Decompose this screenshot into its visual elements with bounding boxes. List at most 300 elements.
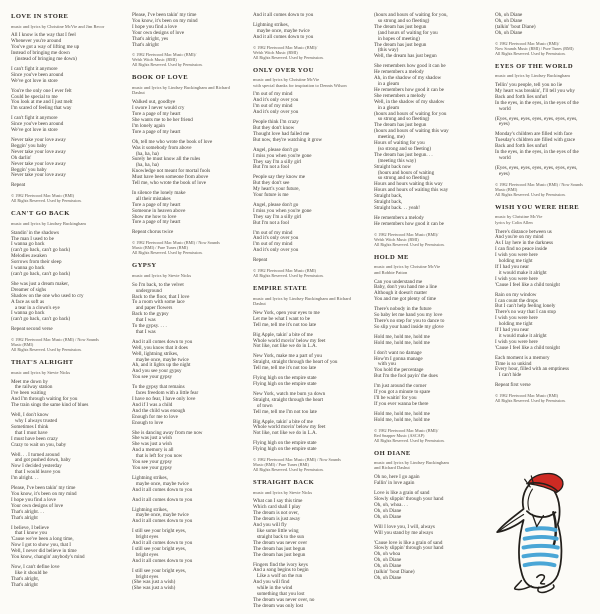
lyric-line: Lightning strikes, bbox=[253, 21, 289, 28]
copyright-line: Red Snapper Music (ASCAP) bbox=[374, 432, 425, 438]
song-title: ONLY OVER YOU bbox=[253, 66, 314, 74]
lyric-line: (hours and hours of waiting bbox=[374, 169, 435, 176]
lyric-line: Repeat chorus twice bbox=[132, 229, 174, 236]
lyric-line: You know, it's been on my mind bbox=[132, 17, 198, 24]
lyrics-column bbox=[11, 13, 123, 614]
lyric-line: Enough for me to love bbox=[132, 413, 178, 420]
song-title: THAT'S ALRIGHT bbox=[11, 359, 74, 367]
lyric-line: it would make it alright bbox=[495, 332, 547, 339]
lyric-line: The dream is just away bbox=[253, 516, 301, 523]
copyright-line: © 1982 Fleetwood Mac Music (BMI) / Now Sounds bbox=[11, 337, 99, 343]
lyric-line: 'Cause love is like a grain of sand bbox=[374, 539, 443, 546]
lyric-line: that I was bbox=[132, 328, 156, 335]
lyric-line: 'Cause I feel like a child tonight bbox=[495, 281, 560, 288]
lyric-line: and paper flowers bbox=[132, 305, 173, 312]
lyrics-stanza bbox=[374, 384, 486, 408]
lyric-line: And the child was enough bbox=[132, 407, 186, 414]
lyric-line: And you will fly bbox=[253, 522, 287, 529]
lyrics-stanza bbox=[132, 508, 244, 526]
copyright-notice bbox=[374, 232, 486, 247]
lyric-line: (She was just a wish) bbox=[132, 585, 176, 592]
lyric-line: Never take your love away bbox=[11, 172, 66, 179]
copyright-line: Music (BMI) bbox=[11, 342, 34, 348]
credit-line: music and lyrics by Lindsey Buckingham and Richard bbox=[253, 295, 351, 301]
lyric-line: Meet me down by bbox=[11, 378, 48, 385]
lyric-line: You look at me and I just melt bbox=[11, 99, 73, 106]
lyric-line: Which card shall I play bbox=[253, 504, 301, 511]
lyric-line: Big Apple, takin' a bite of me bbox=[253, 418, 313, 425]
lyrics-stanza bbox=[11, 453, 123, 483]
lyric-line: Standin' in the shadows bbox=[11, 229, 60, 236]
song-title: EYES OF THE WORLD bbox=[495, 62, 574, 70]
lyric-line: Well, you know that it does bbox=[132, 344, 188, 351]
lyric-line: But I'm not a fool bbox=[253, 164, 290, 171]
lyrics-stanza bbox=[374, 351, 486, 381]
lyric-line: I can count the drops bbox=[495, 297, 538, 304]
copyright-notice bbox=[374, 428, 486, 443]
copyright-notice bbox=[132, 240, 244, 255]
copyright-line: All Rights Reserved. Used by Permission. bbox=[495, 191, 566, 197]
lyric-line: But I can't help feeling lonely bbox=[495, 303, 556, 310]
copyright-line: Music (BMI) bbox=[495, 186, 518, 192]
lyric-line: And you see your gypsy bbox=[132, 368, 182, 375]
credit-line: music and lyrics by Lindsey Buckingham bbox=[495, 73, 570, 79]
penguin-illustration bbox=[489, 466, 589, 596]
lyrics-stanza bbox=[253, 92, 365, 116]
lyric-line: a tear in a clown's eye bbox=[11, 304, 60, 311]
lyric-line: Tuesday's children are filled with grace bbox=[495, 137, 576, 144]
lyrics-stanza bbox=[253, 441, 365, 453]
lyric-line: We've got love in store bbox=[11, 127, 58, 134]
song-credit bbox=[495, 73, 600, 78]
lyric-line: Knowledge not meant for mortal fools bbox=[132, 168, 211, 175]
lyric-line: New York, watch me burn ya down bbox=[253, 390, 326, 397]
copyright-line: Music (BMI) / Pure Tunes (BMI) bbox=[132, 245, 188, 251]
lyric-line: Beggin' you baby bbox=[11, 166, 47, 173]
lyric-line: She was just a wish bbox=[132, 441, 172, 448]
lyrics-stanza bbox=[132, 385, 244, 426]
lyric-line: Tell me, tell me it's not too late bbox=[253, 321, 317, 328]
song-credit bbox=[495, 214, 600, 225]
lyric-line: eyes) bbox=[495, 121, 510, 128]
lyric-line: Someone in heaven above bbox=[132, 207, 186, 214]
lyric-line: Now I decided yesterday bbox=[11, 463, 62, 470]
lyrics-stanza bbox=[253, 392, 365, 416]
song-credit bbox=[374, 264, 486, 275]
lyric-line: Crazy to wait on you, baby bbox=[11, 441, 67, 448]
copyright-line: All Rights Reserved. Used by Permission. bbox=[132, 250, 203, 256]
lyrics-stanza bbox=[253, 175, 365, 199]
lyric-line: so strong and so fleeting) bbox=[374, 175, 430, 182]
lyrics-stanza bbox=[253, 333, 365, 351]
lyric-line: Ah, in the shadow of my shadow bbox=[374, 75, 442, 82]
copyright-line: Welsh Witch Music (BMI) bbox=[253, 49, 298, 55]
lyric-line: maybe once, maybe twice bbox=[132, 512, 189, 519]
lyric-line: I miss you when you're gone bbox=[253, 152, 312, 159]
lyric-line: Surely he must know all the rules bbox=[132, 156, 201, 163]
lyric-line: The dream is not over, bbox=[253, 510, 299, 517]
lyric-line: They say I'm a silly girl bbox=[253, 213, 302, 220]
copyright-line: © 1982 Fleetwood Mac Music (BMI) bbox=[253, 268, 317, 274]
lyric-line: So baby let me hand you my love bbox=[374, 312, 443, 319]
lyric-line: And it's only over you bbox=[253, 97, 299, 104]
credit-line: music and lyrics by Christine McVie bbox=[253, 77, 320, 83]
lyric-line: that I was bbox=[132, 317, 156, 324]
lyric-line: Hours and hours of waiting this way bbox=[374, 187, 449, 194]
lyrics-stanza bbox=[253, 354, 365, 372]
lyric-line: The dream has just begun bbox=[374, 23, 427, 30]
lyric-line: Whole world movin' below my feet bbox=[253, 337, 326, 344]
lyrics-stanza bbox=[253, 13, 365, 19]
lyric-line: world bbox=[495, 155, 511, 161]
beret-icon bbox=[525, 473, 563, 492]
lyric-line: eyes) bbox=[495, 170, 510, 177]
lyrics-stanza bbox=[374, 13, 486, 60]
copyright-line: Welsh Witch Music (BMI) bbox=[374, 236, 419, 242]
lyric-line: I must have been crazy bbox=[11, 435, 58, 442]
lyric-line: Oh, oh Diane bbox=[374, 563, 402, 570]
lyric-line: (can't go back, can't go back) bbox=[11, 316, 71, 323]
lyric-line: He remembers how good it can be bbox=[374, 86, 444, 93]
credit-line: music by Christine McVie bbox=[495, 214, 543, 220]
lyric-line: I'll be waitin' for you bbox=[374, 394, 417, 401]
song-title: WISH YOU WERE HERE bbox=[495, 203, 580, 211]
lyric-line: maybe once, maybe twice bbox=[132, 480, 189, 487]
lyric-line: I can't fight it anymore bbox=[11, 115, 58, 122]
lyric-line: Well, lightning strikes, bbox=[132, 350, 179, 357]
lyric-line: I hope you find a love bbox=[11, 496, 56, 503]
song-title: STRAIGHT BACK bbox=[253, 479, 315, 487]
lyric-line: The dream was only lost bbox=[253, 602, 304, 609]
lyric-line: We've got love in store bbox=[11, 77, 58, 84]
lyrics-stanza bbox=[253, 231, 365, 255]
lyrics-column bbox=[253, 13, 365, 614]
lyric-line: Repeat bbox=[11, 182, 26, 189]
credit-line: Dashut bbox=[253, 301, 266, 306]
lyric-line: She wants me to be her friend bbox=[132, 116, 193, 123]
lyric-line: bright eyes bbox=[132, 573, 159, 580]
lyric-line: He remembers a melody bbox=[374, 69, 424, 76]
lyrics-stanza bbox=[132, 340, 244, 381]
lyric-line: Oh, oh Diane bbox=[374, 574, 402, 581]
lyric-line: Oh, oh Diane bbox=[495, 29, 523, 36]
lyrics-stanza bbox=[374, 280, 486, 304]
lyric-line: Slowly slippin' through your hand bbox=[374, 496, 444, 503]
lyric-line: Tore a page of my heart bbox=[132, 128, 181, 135]
copyright-line: All Rights Reserved. Used by Permission. bbox=[11, 347, 82, 353]
lyric-line: Oh darlin' bbox=[11, 154, 32, 161]
lyric-line: That's alright bbox=[132, 41, 159, 48]
lyric-line: That's alright, bbox=[11, 575, 40, 582]
lyrics-stanza bbox=[253, 311, 365, 329]
lyric-line: You see your gypsy bbox=[132, 464, 173, 471]
lyric-line: She remembers how good it can be bbox=[374, 63, 446, 70]
lyric-line: Fallin' in love again bbox=[374, 480, 415, 487]
lyric-line: If I had you near bbox=[495, 327, 529, 334]
lyric-line: (hours and hours of waiting for you bbox=[374, 110, 447, 117]
song-title: EMPIRE STATE bbox=[253, 285, 308, 293]
lyric-line: She remembers a melody bbox=[374, 92, 426, 99]
song-credit bbox=[11, 24, 123, 29]
lyric-line: Well, in the shadow of my shadow bbox=[374, 98, 445, 105]
lyric-line: Although it doesn't matter bbox=[374, 290, 428, 297]
copyright-line: All Rights Reserved. Used by Permission. bbox=[374, 437, 445, 443]
lyric-line: Every hour, filled with an emptiness bbox=[495, 366, 569, 373]
lyric-line: If you got a minute to spare bbox=[374, 389, 431, 396]
lyrics-stanza bbox=[11, 565, 123, 589]
lyrics-stanza bbox=[374, 216, 486, 228]
lyric-line: She was just a wish bbox=[132, 435, 172, 442]
copyright-notice bbox=[132, 52, 244, 67]
lyric-line: bright eyes bbox=[132, 551, 159, 558]
lyric-line: That's alright. . . bbox=[11, 508, 45, 515]
credit-line: music and lyrics by Christine McVie bbox=[374, 264, 441, 270]
lyric-line: New York, make me a part of you bbox=[253, 353, 322, 360]
lyric-line: That's alright, yes bbox=[132, 35, 169, 42]
lyric-line: Hold me, hold me, hold me bbox=[374, 416, 430, 423]
lyric-line: maybe once, maybe twice bbox=[253, 27, 310, 34]
lyric-line: That's alright bbox=[11, 581, 38, 588]
lyric-line: Beggin' you baby bbox=[11, 142, 47, 149]
lyrics-stanza bbox=[11, 526, 123, 561]
lyrics-stanza bbox=[11, 138, 123, 179]
lyrics-stanza bbox=[495, 230, 600, 289]
lyric-line: And it all comes down to you bbox=[132, 486, 193, 493]
lyric-line: (Eyes, eyes, eyes, eyes, eyes, eyes, eyes, bbox=[495, 164, 578, 171]
lyric-line: Walked out, goodbye bbox=[132, 99, 176, 106]
lyric-line: Hold me, hold me, hold me bbox=[374, 410, 430, 417]
lyric-line: Since you've been around bbox=[11, 121, 64, 128]
lyrics-stanza bbox=[374, 475, 486, 487]
lyric-line: You know, it's been on my mind bbox=[11, 490, 77, 497]
lyric-line: Now I got to show you, that I bbox=[11, 542, 71, 549]
song-title: CAN'T GO BACK bbox=[11, 210, 70, 218]
lyric-line: Your own designs of love bbox=[132, 29, 185, 36]
copyright-notice bbox=[11, 337, 123, 352]
lyric-line: Not like, not like we do in L.A. bbox=[253, 430, 317, 437]
lyrics-stanza bbox=[253, 120, 365, 144]
lyric-line: Since you've been around bbox=[11, 71, 64, 78]
credit-line: music and lyrics by Lindsey Buckingham bbox=[374, 460, 449, 466]
song-credit bbox=[132, 85, 244, 96]
lyric-line: Oh, tell me who wrote the book of love bbox=[132, 138, 213, 145]
lyric-line: Straight back now bbox=[374, 163, 412, 170]
copyright-line: All Rights Reserved. Used by Permission. bbox=[495, 398, 566, 404]
lyric-line: I hope you find a love bbox=[132, 23, 177, 30]
song-title: LOVE IN STORE bbox=[11, 13, 69, 20]
lyrics-stanza bbox=[374, 335, 486, 347]
lyric-line: Whole world movin' below my feet bbox=[253, 424, 326, 431]
lyric-line: (and hours of waiting for you bbox=[374, 29, 438, 36]
lyrics-stanza bbox=[11, 413, 123, 448]
lyric-line: (this way) bbox=[374, 47, 399, 54]
lyric-line: I wish you were here bbox=[495, 252, 538, 259]
lyric-line: Angel, please don't go bbox=[253, 146, 299, 153]
copyright-line: Now Sounds Music (BMI) / Pure Tunes (BMI) bbox=[495, 45, 574, 51]
lyric-line: There's distance between us bbox=[495, 228, 552, 235]
lyric-line: You've got a way of lifting me up bbox=[11, 44, 80, 51]
credit-line: with special thanks for inspiration to Dennis Wilson bbox=[253, 82, 347, 88]
lyric-line: Dreamer of sighs bbox=[11, 286, 47, 293]
lyric-line: maybe once, maybe twice bbox=[132, 356, 189, 363]
copyright-line: All Rights Reserved. Used by Permission. bbox=[374, 241, 445, 247]
lyric-line: in a gleam bbox=[374, 104, 400, 111]
lyric-line: There's no way that I can stop bbox=[495, 309, 556, 316]
lyric-line: Time is so unkind bbox=[495, 360, 532, 367]
lyric-line: And it's only over you bbox=[253, 235, 299, 242]
lyrics-stanza bbox=[253, 258, 365, 264]
lyric-line: I believe, I believe bbox=[11, 524, 49, 531]
lyric-line: I still see your bright eyes, bbox=[132, 528, 187, 535]
lyric-line: And if I was a child bbox=[132, 401, 173, 408]
lyric-line: I wanna go back bbox=[11, 310, 45, 317]
lyric-line: To a room with some lace bbox=[132, 299, 185, 306]
lyrics-stanza bbox=[11, 486, 123, 521]
lyric-line: Oh, oh Diane bbox=[495, 17, 523, 24]
lyric-line: And it's only over you bbox=[253, 247, 299, 254]
lyric-line: All I know is the way that I feel bbox=[11, 32, 76, 39]
lyric-line: (ha, ha, ha) bbox=[132, 150, 159, 157]
lyric-line: I'm out of my mind bbox=[253, 229, 293, 236]
lyric-line: Oh no, here I go again bbox=[374, 474, 420, 481]
lyrics-stanza bbox=[11, 116, 123, 134]
lyrics-stanza bbox=[132, 569, 244, 593]
lyrics-stanza bbox=[495, 117, 600, 129]
lyric-line: Straight, straight through the heart of you bbox=[253, 359, 338, 366]
copyright-line: © 1982 Fleetwood Mac Music (BMI) / Now Sounds bbox=[253, 457, 341, 463]
lyrics-stanza bbox=[495, 132, 600, 162]
lyric-line: Never take your love away bbox=[11, 148, 66, 155]
lyrics-stanza bbox=[374, 525, 486, 537]
song-credit bbox=[132, 273, 244, 278]
lyric-line: I'm out of my mind bbox=[253, 241, 293, 248]
lyric-line: that I know you bbox=[11, 530, 47, 537]
lyric-line: The dream was never over, no bbox=[253, 596, 315, 603]
lyrics-stanza bbox=[253, 148, 365, 172]
copyright-line: © 1982 Fleetwood Mac Music (BMI)/ bbox=[253, 44, 318, 50]
lyrics-stanza bbox=[495, 293, 600, 352]
lyric-line: I can't fight it anymore bbox=[11, 65, 58, 72]
credit-line: lyrics by Colin Allen bbox=[495, 219, 533, 225]
lyrics-stanza bbox=[495, 13, 600, 37]
lyric-line: I still see your bright eyes, bbox=[132, 545, 187, 552]
lyric-line: Straight back. . . yeah! bbox=[374, 205, 420, 211]
lyric-line: Flying high on the empire state bbox=[253, 380, 317, 387]
song-credit bbox=[253, 296, 365, 307]
lyrics-stanza bbox=[132, 283, 244, 336]
lyric-line: Back and forth lies unfurl bbox=[495, 143, 548, 150]
lyric-line: of town bbox=[253, 402, 273, 409]
lyric-line: Back and forth lies unfurl bbox=[495, 93, 548, 100]
lyric-line: that is left for you now bbox=[132, 453, 183, 460]
lyric-line: Like a wolf on the run bbox=[253, 573, 303, 580]
shirt-stripes bbox=[524, 528, 558, 565]
lyric-line: She is dancing away from me now bbox=[132, 429, 203, 436]
lyric-line: I wish you were here bbox=[495, 275, 538, 282]
lyric-line: People say they know me bbox=[253, 174, 306, 181]
lyric-line: Repeat bbox=[253, 257, 268, 264]
lyric-line: And it all comes down to you bbox=[132, 518, 193, 525]
lyric-line: As I lay here in the darkness bbox=[495, 240, 553, 247]
lyric-line: And a song begins to begin bbox=[253, 567, 309, 574]
lyric-line: The train sings the same kind of blues bbox=[11, 402, 89, 409]
lyric-line: Love is like a grain of sand bbox=[374, 490, 430, 497]
lyric-line: Tore a page of my heart bbox=[132, 111, 181, 118]
copyright-line: All Rights Reserved. Used by Permission. bbox=[253, 273, 324, 279]
lyric-line: Flying high on the empire state bbox=[253, 446, 317, 453]
lyrics-stanza bbox=[253, 563, 365, 610]
lyric-line: A face as soft as bbox=[11, 298, 45, 305]
lyric-line: I'm just around the corner bbox=[374, 383, 427, 390]
song-credit bbox=[11, 221, 123, 226]
lyrics-stanza bbox=[132, 13, 244, 48]
lyric-line: holding me tight bbox=[495, 258, 533, 265]
lyric-line: New York, open your eyes to me bbox=[253, 309, 320, 316]
lyric-line: And you're on my mind bbox=[495, 234, 544, 241]
lyric-line: He remembers a melody bbox=[374, 214, 424, 221]
lyric-line: Straight back, bbox=[374, 193, 403, 200]
lyric-line: There's nobody in the future bbox=[374, 306, 432, 313]
lyric-line: Baby, don't you hand me a line bbox=[374, 284, 437, 291]
lyrics-stanza bbox=[374, 541, 486, 582]
lyric-line: like some little wing bbox=[253, 527, 299, 534]
lyrics-stanza bbox=[253, 499, 365, 558]
copyright-line: © 1982 Fleetwood Mac Music (BMI)/ bbox=[374, 427, 439, 433]
lyrics-stanza bbox=[11, 282, 123, 323]
lyrics-stanza bbox=[132, 529, 244, 564]
lyric-line: Sometimes I think bbox=[11, 423, 49, 430]
lyric-line: Repeat second verse bbox=[11, 326, 53, 333]
lyric-line: The dream has just begun bbox=[374, 41, 427, 48]
lyric-line: Never take your love away bbox=[11, 160, 66, 167]
lyric-line: My heart's your future, bbox=[253, 186, 300, 193]
lyric-line: Must have been someone from above bbox=[132, 174, 209, 181]
lyric-line: I wanna go back bbox=[11, 241, 45, 248]
lyric-line: Thought love had failed me bbox=[253, 130, 310, 137]
lyric-line: (talkin' 'bout Diane) bbox=[495, 23, 536, 30]
lyric-line: They say I'm a silly girl bbox=[253, 158, 302, 165]
lyric-line: And it all comes down to you bbox=[132, 496, 193, 503]
lyric-line: Will you stand by me always bbox=[374, 529, 434, 536]
lyric-line: Tell me, tell me I'm not too late bbox=[253, 408, 317, 415]
copyright-line: All Rights Reserved. Used by Permission. bbox=[253, 54, 324, 60]
lyric-line: the railway station bbox=[11, 384, 53, 391]
lyric-line: Hold me, hold me, hold me bbox=[374, 339, 430, 346]
lyric-line: You and me got plenty of time bbox=[374, 296, 437, 303]
lyric-line: Back to the floor, that I love bbox=[132, 293, 190, 300]
lyric-line: Ah, and it lights up the night bbox=[132, 362, 191, 369]
lyrics-stanza bbox=[11, 33, 123, 63]
lyric-line: in hopes of meeting) bbox=[374, 35, 420, 42]
lyrics-stanza bbox=[11, 327, 123, 333]
lyric-line: (talkin' 'bout Diane) bbox=[374, 569, 415, 576]
lyric-line: I wish you were here bbox=[495, 338, 538, 345]
credit-line: Dashut bbox=[132, 90, 145, 96]
copyright-line: © 1982 Fleetwood Mac Music (BMI)/ bbox=[132, 52, 197, 58]
song-title: HOLD ME bbox=[374, 253, 409, 261]
lyric-line: I'm out of my mind bbox=[253, 91, 293, 98]
copyright-line: © 1982 Fleetwood Mac Music (BMI) / Now Sounds bbox=[495, 181, 583, 187]
lyric-line: (meeting this way) bbox=[374, 157, 417, 164]
lyric-line: To the gypsy that remains bbox=[132, 384, 185, 391]
lyric-line: (hours and hours of waiting for you, bbox=[374, 12, 448, 18]
lyric-line: Angel, please don't go bbox=[253, 201, 299, 208]
lyric-line: faces freedom with a little fear bbox=[132, 390, 199, 397]
copyright-line: © 1982 Fleetwood Mac Music (BMI)/ bbox=[374, 231, 439, 237]
lyric-line: The dream has just begun. . . bbox=[374, 151, 433, 158]
copyright-line: © 1982 Fleetwood Mac Music (BMI) / Now Sounds bbox=[132, 240, 220, 246]
lyric-line: Whenever you're around bbox=[11, 38, 62, 45]
